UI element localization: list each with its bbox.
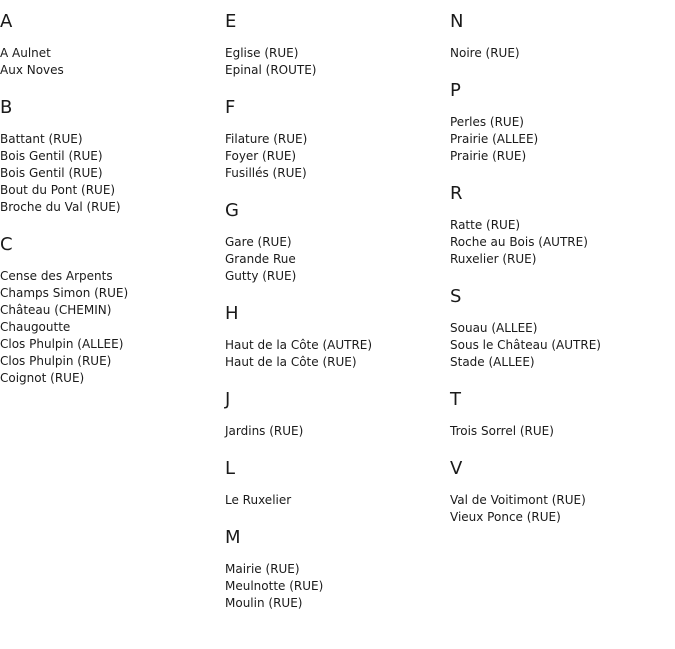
letter-heading: G: [225, 200, 239, 221]
index-column: [0, 10, 220, 404]
street-link[interactable]: Mairie (RUE): [225, 562, 300, 576]
street-link[interactable]: Bois Gentil (RUE): [0, 166, 103, 180]
street-link[interactable]: Epinal (ROUTE): [225, 63, 317, 77]
letter-section: [225, 526, 445, 612]
street-link[interactable]: Val de Voitimont (RUE): [450, 493, 586, 507]
letter-section: [450, 388, 670, 440]
street-link[interactable]: Aux Noves: [0, 63, 64, 77]
letter-section: [0, 96, 220, 216]
letter-section: [450, 10, 670, 62]
letter-heading: J: [225, 389, 231, 410]
street-link[interactable]: Moulin (RUE): [225, 596, 303, 610]
street-link[interactable]: Battant (RUE): [0, 132, 83, 146]
letter-heading: S: [450, 286, 462, 307]
street-link[interactable]: Haut de la Côte (AUTRE): [225, 338, 373, 352]
street-link[interactable]: Stade (ALLEE): [450, 355, 535, 369]
letter-section: [225, 388, 445, 440]
street-link[interactable]: Gutty (RUE): [225, 269, 297, 283]
street-link[interactable]: Gare (RUE): [225, 235, 292, 249]
street-link[interactable]: Fusillés (RUE): [225, 166, 307, 180]
letter-section: [450, 79, 670, 165]
street-link[interactable]: Clos Phulpin (RUE): [0, 354, 112, 368]
street-list: [0, 268, 220, 387]
street-link[interactable]: Haut de la Côte (RUE): [225, 355, 357, 369]
street-list: [450, 423, 670, 440]
letter-section: [450, 285, 670, 371]
street-link[interactable]: Ratte (RUE): [450, 218, 521, 232]
street-link[interactable]: Perles (RUE): [450, 115, 524, 129]
letter-heading: M: [225, 527, 241, 548]
letter-heading: A: [0, 11, 13, 32]
street-link[interactable]: Chaugoutte: [0, 320, 71, 334]
street-list: [450, 320, 670, 371]
street-link[interactable]: Souau (ALLEE): [450, 321, 538, 335]
street-link[interactable]: Château (CHEMIN): [0, 303, 112, 317]
street-link[interactable]: Ruxelier (RUE): [450, 252, 537, 266]
street-list: [225, 423, 445, 440]
letter-heading: R: [450, 183, 463, 204]
street-link[interactable]: Noire (RUE): [450, 46, 520, 60]
street-link[interactable]: Eglise (RUE): [225, 46, 299, 60]
letter-heading: V: [450, 458, 463, 479]
street-link[interactable]: Le Ruxelier: [225, 493, 292, 507]
street-link[interactable]: Meulnotte (RUE): [225, 579, 324, 593]
street-link[interactable]: Champs Simon (RUE): [0, 286, 129, 300]
letter-heading: C: [0, 234, 13, 255]
letter-section: [225, 10, 445, 79]
street-list: [0, 131, 220, 216]
street-list: [225, 337, 445, 371]
street-link[interactable]: Jardins (RUE): [225, 424, 304, 438]
street-list: [450, 114, 670, 165]
street-list: [450, 45, 670, 62]
street-link[interactable]: Trois Sorrel (RUE): [450, 424, 554, 438]
street-list: [225, 561, 445, 612]
letter-section: [225, 199, 445, 285]
street-list: [0, 45, 220, 79]
letter-heading: N: [450, 11, 464, 32]
street-link[interactable]: Foyer (RUE): [225, 149, 297, 163]
index-column: [225, 10, 445, 629]
street-list: [225, 492, 445, 509]
street-link[interactable]: Bois Gentil (RUE): [0, 149, 103, 163]
letter-heading: F: [225, 97, 236, 118]
street-list: [450, 492, 670, 526]
letter-section: [0, 233, 220, 387]
street-link[interactable]: Vieux Ponce (RUE): [450, 510, 561, 524]
letter-section: [0, 10, 220, 79]
letter-heading: P: [450, 80, 461, 101]
letter-heading: L: [225, 458, 236, 479]
letter-section: [225, 457, 445, 509]
street-link[interactable]: Roche au Bois (AUTRE): [450, 235, 588, 249]
street-link[interactable]: Cense des Arpents: [0, 269, 113, 283]
letter-section: [450, 457, 670, 526]
street-link[interactable]: Grande Rue: [225, 252, 296, 266]
street-list: [225, 45, 445, 79]
street-link[interactable]: Sous le Château (AUTRE): [450, 338, 601, 352]
street-link[interactable]: Clos Phulpin (ALLEE): [0, 337, 124, 351]
street-link[interactable]: Broche du Val (RUE): [0, 200, 121, 214]
letter-section: [225, 302, 445, 371]
letter-heading: T: [450, 389, 461, 410]
letter-heading: E: [225, 11, 237, 32]
street-list: [225, 131, 445, 182]
street-link[interactable]: Filature (RUE): [225, 132, 308, 146]
letter-heading: B: [0, 97, 13, 118]
street-link[interactable]: Prairie (ALLEE): [450, 132, 539, 146]
street-link[interactable]: Prairie (RUE): [450, 149, 527, 163]
street-list: [225, 234, 445, 285]
street-link[interactable]: Coignot (RUE): [0, 371, 85, 385]
street-list: [450, 217, 670, 268]
letter-heading: H: [225, 303, 239, 324]
index-column: [450, 10, 670, 543]
letter-section: [225, 96, 445, 182]
street-link[interactable]: Bout du Pont (RUE): [0, 183, 116, 197]
letter-section: [450, 182, 670, 268]
street-link[interactable]: A Aulnet: [0, 46, 51, 60]
